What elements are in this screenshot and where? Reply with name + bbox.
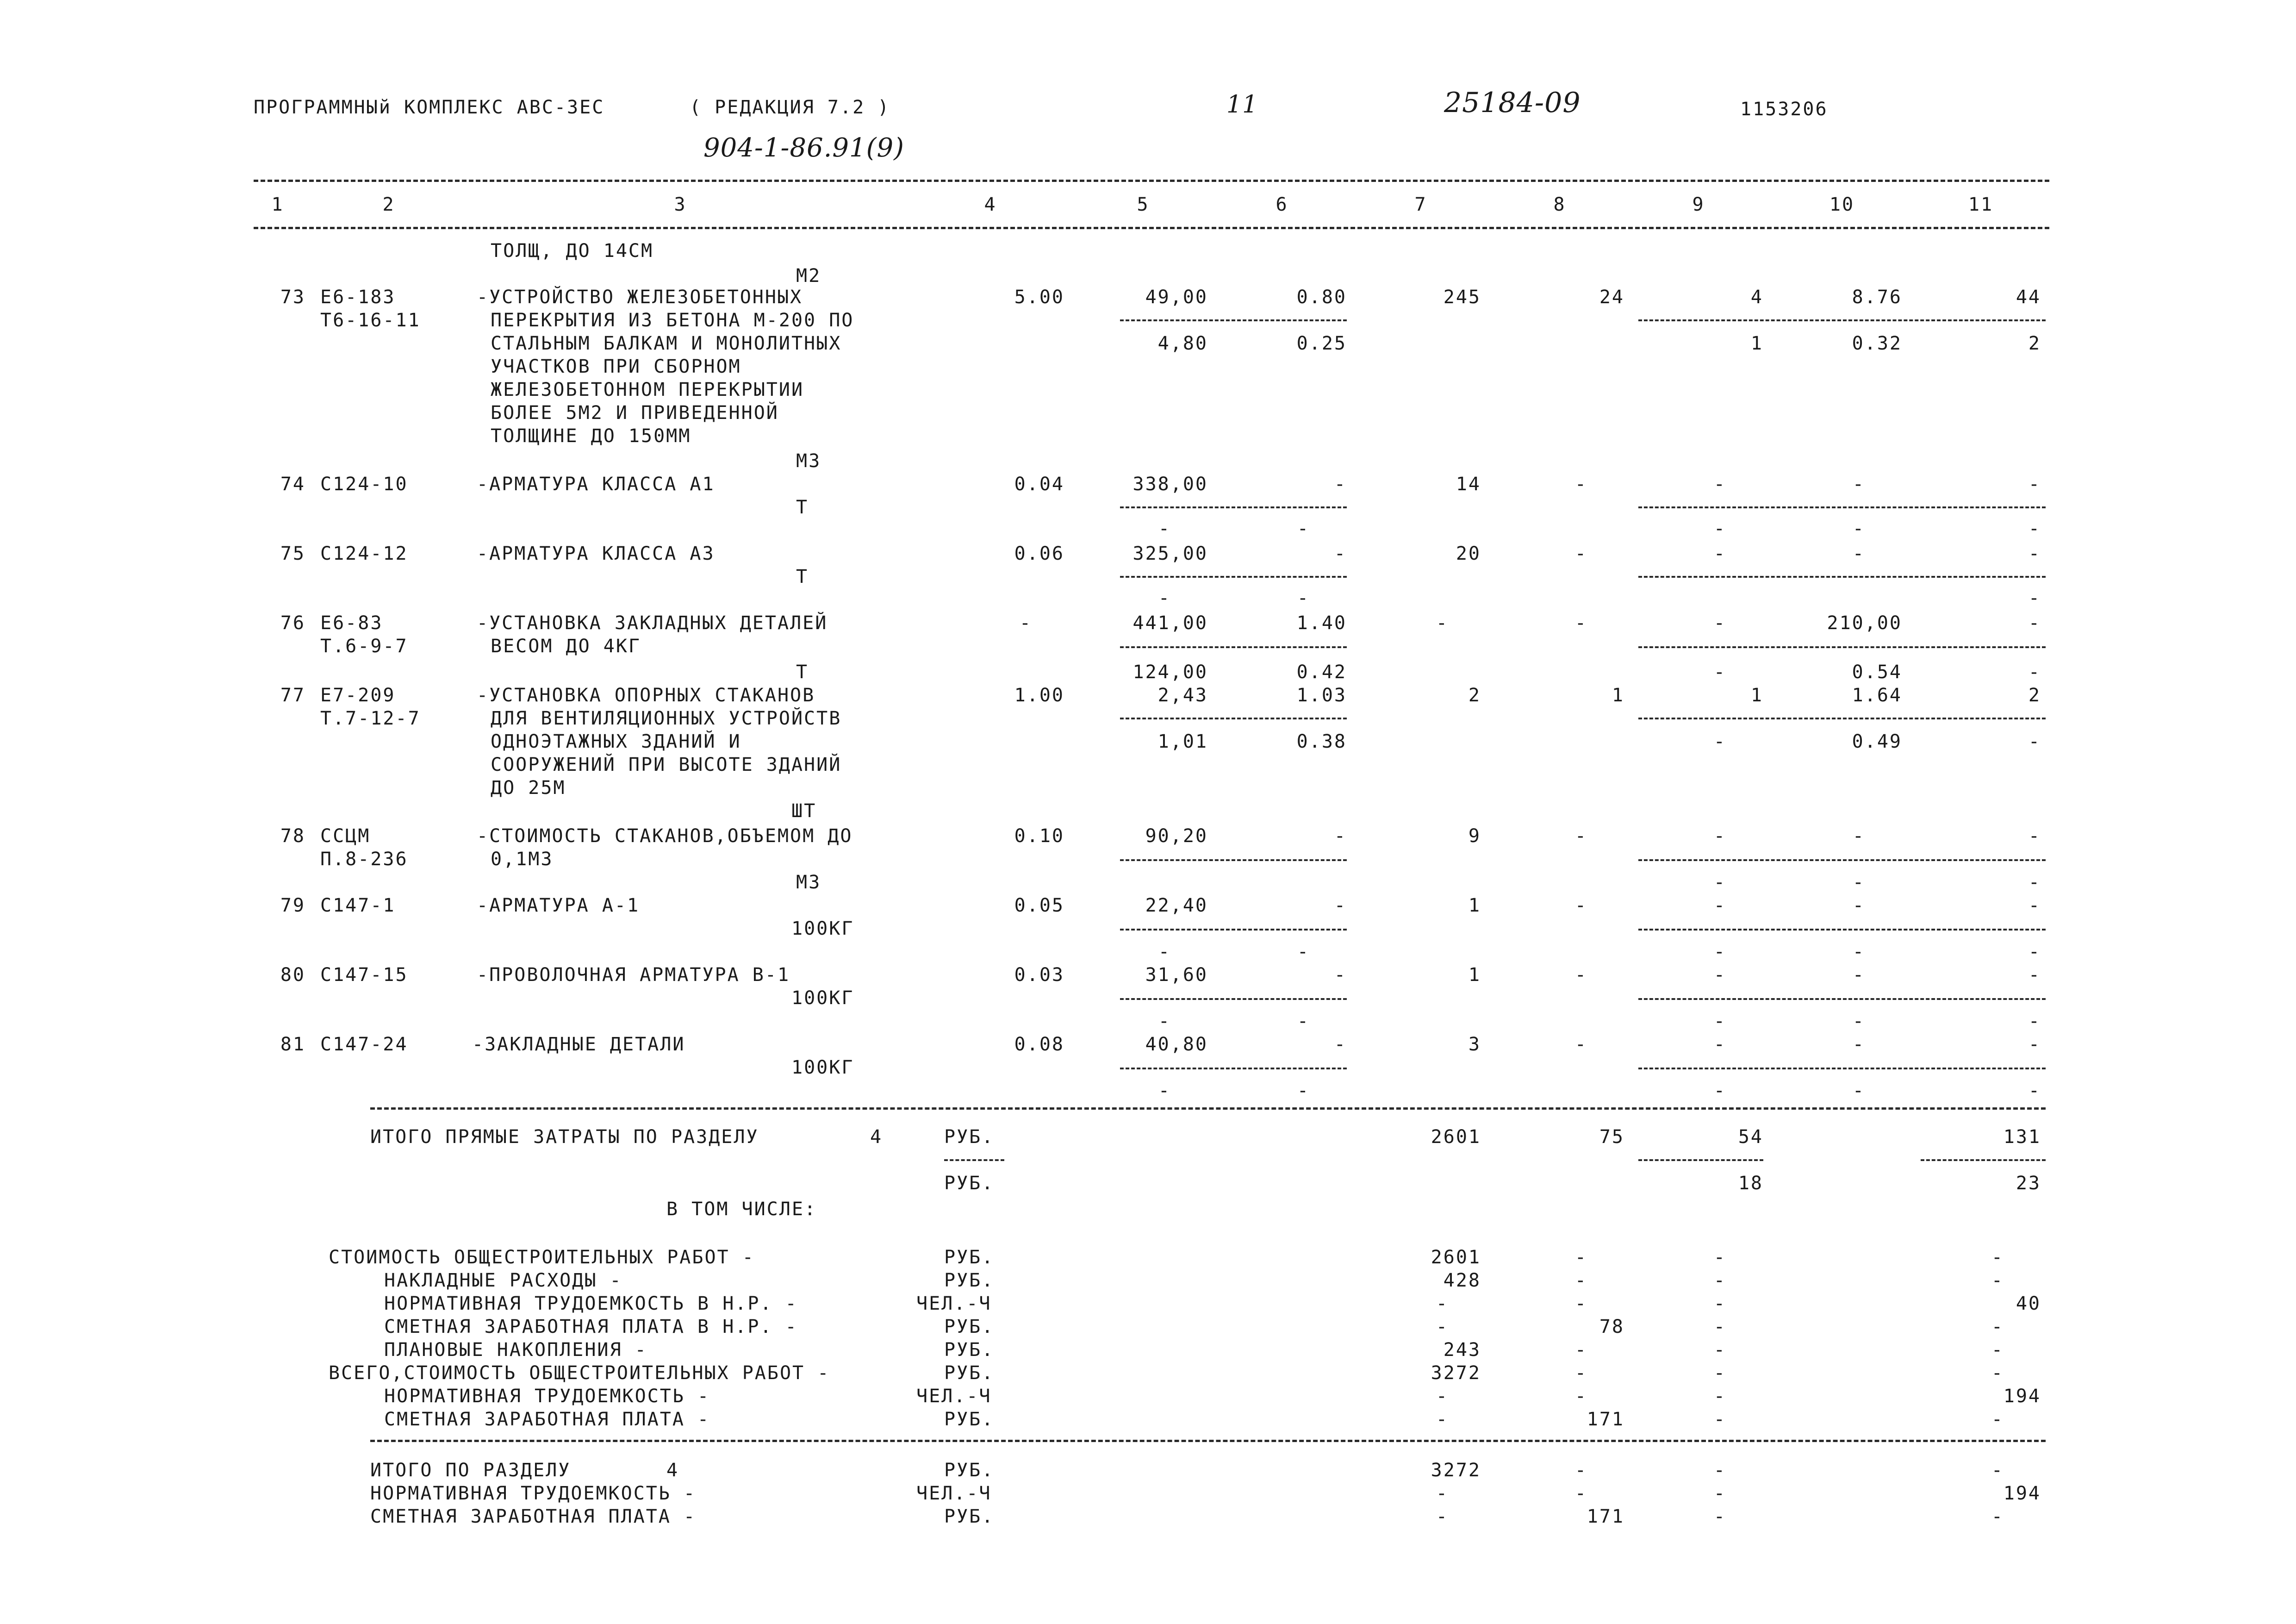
- breakdown-unit: РУБ.: [944, 1316, 995, 1337]
- unit-label: 100КГ: [791, 918, 854, 939]
- row-divider: [1638, 506, 2046, 508]
- work-description: СООРУЖЕНИЙ ПРИ ВЫСОТЕ ЗДАНИЙ: [491, 754, 842, 775]
- work-description: -УСТРОЙСТВО ЖЕЛЕЗОБЕТОННЫХ: [477, 287, 803, 308]
- labor-per-unit-machine: -: [1852, 941, 1865, 962]
- col-head: 1: [271, 194, 284, 215]
- breakdown-machine: -: [1713, 1339, 1726, 1361]
- rate-code: Т6-16-11: [320, 310, 421, 331]
- work-description: -АРМАТУРА КЛАССА А3: [477, 543, 715, 564]
- work-description: ВЕСОМ ДО 4КГ: [491, 636, 641, 657]
- row-divider: [1120, 718, 1347, 719]
- labor-per-unit-machine: 0.49: [1852, 731, 1902, 752]
- edition-label: ( РЕДАКЦИЯ 7.2 ): [690, 97, 890, 118]
- breakdown-wage: -: [1574, 1293, 1587, 1314]
- machine-cost: -: [1713, 964, 1726, 986]
- breakdown-labor: -: [1991, 1339, 2004, 1361]
- section-total-unit: ЧЕЛ.-Ч: [916, 1483, 992, 1504]
- col-head: 2: [382, 194, 395, 215]
- row-number: 74: [280, 474, 305, 495]
- rate-code: С124-10: [320, 474, 408, 495]
- col-head: 4: [984, 194, 997, 215]
- unit-label: Т: [796, 662, 809, 683]
- row-divider: [1638, 1068, 2046, 1069]
- unit-wage-machine: -: [1297, 518, 1310, 539]
- work-description: ЖЕЛЕЗОБЕТОННОМ ПЕРЕКРЫТИИ: [491, 379, 804, 400]
- unit-cost: 325,00: [1132, 543, 1208, 564]
- machine-wage: -: [1713, 518, 1726, 539]
- unit-wage: -: [1334, 895, 1347, 916]
- machine-cost: 4: [1750, 287, 1763, 308]
- section-total-cost: -: [1436, 1483, 1449, 1504]
- total-cost: 2: [1468, 685, 1481, 706]
- machine-cost: 1: [1750, 685, 1763, 706]
- row-divider: [1638, 576, 2046, 578]
- machine-cost: -: [1713, 474, 1726, 495]
- section-total-wage: 171: [1587, 1506, 1624, 1527]
- unit-cost: 49,00: [1145, 287, 1208, 308]
- unit-label: М3: [796, 872, 821, 893]
- work-description: УЧАСТКОВ ПРИ СБОРНОМ: [491, 356, 741, 377]
- breakdown-wage: -: [1574, 1247, 1587, 1268]
- row-divider: [1120, 929, 1347, 931]
- quantity: 5.00: [1014, 287, 1064, 308]
- section-total-label: ИТОГО ПО РАЗДЕЛУ: [370, 1460, 571, 1481]
- total-cost: -: [1436, 612, 1449, 634]
- unit-cost-machine: -: [1158, 941, 1171, 962]
- row-divider: [1638, 646, 2046, 648]
- unit-cost-machine: -: [1158, 1011, 1171, 1032]
- unit-wage: 1.03: [1296, 685, 1347, 706]
- col-head: 10: [1829, 194, 1855, 215]
- section-total-machine: -: [1713, 1506, 1726, 1527]
- machine-wage: -: [1713, 872, 1726, 893]
- row-divider: [1638, 998, 2046, 1000]
- unit-label: ШТ: [791, 800, 817, 822]
- unit-label: 100КГ: [791, 987, 854, 1009]
- unit-wage: -: [1334, 1034, 1347, 1055]
- labor-total: 2: [2028, 685, 2041, 706]
- row-divider: [1120, 998, 1347, 1000]
- unit-cost-machine: 4,80: [1157, 333, 1208, 354]
- row-divider: [1638, 859, 2046, 861]
- col-head: 3: [674, 194, 687, 215]
- machine-cost: -: [1713, 825, 1726, 847]
- breakdown-machine: -: [1713, 1270, 1726, 1291]
- breakdown-machine: -: [1713, 1247, 1726, 1268]
- row-divider: [1120, 319, 1347, 321]
- rate-code: Е6-83: [320, 612, 383, 634]
- row-divider: [1921, 1159, 2046, 1161]
- machine-wage: -: [1713, 731, 1726, 752]
- section-total-machine: -: [1713, 1460, 1726, 1481]
- unit-wage: 1.40: [1296, 612, 1347, 634]
- labor-per-unit: -: [1852, 825, 1865, 847]
- unit-label: М3: [796, 450, 821, 472]
- col-head: 8: [1553, 194, 1566, 215]
- labor-total: 44: [2016, 287, 2041, 308]
- quantity: 0.10: [1014, 825, 1064, 847]
- total-wage: -: [1574, 474, 1587, 495]
- work-description: -УСТАНОВКА ЗАКЛАДНЫХ ДЕТАЛЕЙ: [477, 612, 828, 634]
- work-description: БОЛЕЕ 5М2 И ПРИВЕДЕННОЙ: [491, 402, 779, 424]
- machine-wage: -: [1713, 941, 1726, 962]
- labor-total-machine: -: [2028, 941, 2041, 962]
- rate-code: П.8-236: [320, 849, 408, 870]
- total-cost: 1: [1468, 964, 1481, 986]
- total-wage: -: [1574, 612, 1587, 634]
- breakdown-unit: РУБ.: [944, 1362, 995, 1384]
- breakdown-wage: 78: [1599, 1316, 1624, 1337]
- unit-cost: 31,60: [1145, 964, 1208, 986]
- unit-label: М2: [796, 265, 821, 287]
- labor-total: -: [2028, 1034, 2041, 1055]
- col-head: 11: [1968, 194, 1994, 215]
- rate-code: С147-1: [320, 895, 396, 916]
- unit-wage: -: [1334, 825, 1347, 847]
- machine-cost: -: [1713, 1034, 1726, 1055]
- labor-per-unit: 1.64: [1852, 685, 1902, 706]
- work-description: ПЕРЕКРЫТИЯ ИЗ БЕТОНА М-200 ПО: [491, 310, 854, 331]
- labor-total-machine: -: [2028, 662, 2041, 683]
- breakdown-label: НОРМАТИВНАЯ ТРУДОЕМКОСТЬ В Н.Р. -: [384, 1293, 798, 1314]
- labor-total-machine: -: [2028, 1011, 2041, 1032]
- section-number: 4: [870, 1126, 883, 1148]
- total-wage: -: [1574, 543, 1587, 564]
- breakdown-label: СМЕТНАЯ ЗАРАБОТНАЯ ПЛАТА В Н.Р. -: [384, 1316, 798, 1337]
- project-number: 904-1-86.91(9): [703, 133, 904, 163]
- row-number: 76: [280, 612, 305, 634]
- breakdown-cost: -: [1436, 1293, 1449, 1314]
- total-wage: 24: [1599, 287, 1624, 308]
- rate-code: ССЦМ: [320, 825, 371, 847]
- quantity: -: [1019, 612, 1032, 634]
- row-divider: [1638, 319, 2046, 321]
- labor-total-machine: 2: [2028, 333, 2041, 354]
- unit-wage: 0.80: [1296, 287, 1347, 308]
- breakdown-cost: 428: [1443, 1270, 1481, 1291]
- work-description: СТАЛЬНЫМ БАЛКАМ И МОНОЛИТНЫХ: [491, 333, 842, 354]
- labor-per-unit-machine: -: [1852, 1080, 1865, 1101]
- machine-cost: -: [1713, 895, 1726, 916]
- unit-wage: -: [1334, 543, 1347, 564]
- quantity: 0.03: [1014, 964, 1064, 986]
- labor-total-machine: -: [2028, 872, 2041, 893]
- unit-cost-machine: -: [1158, 587, 1171, 609]
- labor-total-machine: -: [2028, 587, 2041, 609]
- work-description: -ЗАКЛАДНЫЕ ДЕТАЛИ: [472, 1034, 685, 1055]
- quantity: 0.08: [1014, 1034, 1064, 1055]
- unit-cost: 40,80: [1145, 1034, 1208, 1055]
- section-total-unit: РУБ.: [944, 1460, 995, 1481]
- unit-label: Т: [796, 566, 809, 587]
- page-mark: 11: [1226, 91, 1258, 119]
- rate-code: Т.7-12-7: [320, 708, 421, 729]
- row-divider: [1638, 1159, 1763, 1161]
- quantity: 0.04: [1014, 474, 1064, 495]
- unit-cost: 441,00: [1132, 612, 1208, 634]
- labor-per-unit-machine: -: [1852, 1011, 1865, 1032]
- labor-per-unit: 210,00: [1827, 612, 1902, 634]
- section-total-wage: -: [1574, 1483, 1587, 1504]
- unit-cost-machine: 1,01: [1157, 731, 1208, 752]
- unit-cost: 22,40: [1145, 895, 1208, 916]
- labor-per-unit: -: [1852, 543, 1865, 564]
- unit-wage-machine: -: [1297, 1011, 1310, 1032]
- breakdown-label: НОРМАТИВНАЯ ТРУДОЕМКОСТЬ -: [384, 1386, 710, 1407]
- breakdown-wage: 171: [1587, 1409, 1624, 1430]
- unit-cost-machine: -: [1158, 518, 1171, 539]
- labor-total: -: [2028, 964, 2041, 986]
- unit-cost-machine: 124,00: [1132, 662, 1208, 683]
- row-number: 79: [280, 895, 305, 916]
- breakdown-wage: -: [1574, 1362, 1587, 1384]
- section-total-label: СМЕТНАЯ ЗАРАБОТНАЯ ПЛАТА -: [370, 1506, 697, 1527]
- labor-per-unit: -: [1852, 1034, 1865, 1055]
- breakdown-labor: 40: [2016, 1293, 2041, 1314]
- section-total-label: НОРМАТИВНАЯ ТРУДОЕМКОСТЬ -: [370, 1483, 697, 1504]
- total-cost: 3: [1468, 1034, 1481, 1055]
- section-total-cost: 3272: [1431, 1460, 1481, 1481]
- row-number: 75: [280, 543, 305, 564]
- unit-cost: 90,20: [1145, 825, 1208, 847]
- breakdown-cost: 3272: [1431, 1362, 1481, 1384]
- rate-code: Е6-183: [320, 287, 396, 308]
- breakdown-unit: ЧЕЛ.-Ч: [916, 1293, 992, 1314]
- work-description: ДО 25М: [491, 777, 566, 799]
- total-cost: 2601: [1431, 1126, 1481, 1148]
- total-wage: -: [1574, 1034, 1587, 1055]
- breakdown-machine: -: [1713, 1316, 1726, 1337]
- machine-wage: 18: [1738, 1173, 1763, 1194]
- program-name: ПРОГРАММНЫй КОМПЛЕКС АВС-ЗЕС: [254, 97, 605, 118]
- breakdown-cost: -: [1436, 1316, 1449, 1337]
- unit-cost: 2,43: [1157, 685, 1208, 706]
- labor-per-unit: -: [1852, 474, 1865, 495]
- machine-wage: -: [1713, 1011, 1726, 1032]
- labor-per-unit-machine: 0.32: [1852, 333, 1902, 354]
- labor-total: -: [2028, 543, 2041, 564]
- labor-per-unit: 8.76: [1852, 287, 1902, 308]
- breakdown-label: СМЕТНАЯ ЗАРАБОТНАЯ ПЛАТА -: [384, 1409, 710, 1430]
- unit-wage: -: [1334, 964, 1347, 986]
- work-description: ТОЛЩИНЕ ДО 150ММ: [491, 425, 691, 447]
- machine-wage: 1: [1750, 333, 1763, 354]
- work-description: -АРМАТУРА А-1: [477, 895, 640, 916]
- unit-wage-machine: -: [1297, 587, 1310, 609]
- quantity: 0.05: [1014, 895, 1064, 916]
- row-divider: [1120, 576, 1347, 578]
- breakdown-label: ВСЕГО,СТОИМОСТЬ ОБЩЕСТРОИТЕЛЬНЫХ РАБОТ -: [329, 1362, 830, 1384]
- unit-wage-machine: 0.38: [1296, 731, 1347, 752]
- labor-total: 131: [2003, 1126, 2041, 1148]
- work-description: ОДНОЭТАЖНЫХ ЗДАНИЙ И: [491, 731, 741, 752]
- breakdown-machine: -: [1713, 1293, 1726, 1314]
- quantity: 0.06: [1014, 543, 1064, 564]
- breakdown-unit: РУБ.: [944, 1247, 995, 1268]
- labor-total: -: [2028, 895, 2041, 916]
- quantity: 1.00: [1014, 685, 1064, 706]
- col-head: 6: [1276, 194, 1288, 215]
- breakdown-wage: -: [1574, 1386, 1587, 1407]
- doc-code: 1153206: [1740, 99, 1828, 120]
- section-total-labor: -: [1991, 1460, 2004, 1481]
- row-number: 73: [280, 287, 305, 308]
- breakdown-unit: ЧЕЛ.-Ч: [916, 1386, 992, 1407]
- unit-cost-machine: -: [1158, 1080, 1171, 1101]
- unit-wage: -: [1334, 474, 1347, 495]
- labor-per-unit-machine: 0.54: [1852, 662, 1902, 683]
- row-number: 80: [280, 964, 305, 986]
- labor-per-unit-machine: -: [1852, 872, 1865, 893]
- machine-cost: 54: [1738, 1126, 1763, 1148]
- work-description: ДЛЯ ВЕНТИЛЯЦИОННЫХ УСТРОЙСТВ: [491, 708, 842, 729]
- total-wage: 1: [1612, 685, 1624, 706]
- col-head: 7: [1414, 194, 1427, 215]
- continuation-line: ТОЛЩ, ДО 14СМ: [491, 240, 654, 262]
- breakdown-labor: 194: [2003, 1386, 2041, 1407]
- labor-per-unit: -: [1852, 895, 1865, 916]
- unit-wage-machine: 0.42: [1296, 662, 1347, 683]
- row-divider: [944, 1159, 1004, 1161]
- rate-code: С147-15: [320, 964, 408, 986]
- breakdown-wage: -: [1574, 1270, 1587, 1291]
- row-divider: [1120, 646, 1347, 648]
- header-rule-bottom: [254, 227, 2049, 229]
- breakdown-label: НАКЛАДНЫЕ РАСХОДЫ -: [384, 1270, 622, 1291]
- total-wage: -: [1574, 964, 1587, 986]
- breakdown-unit: РУБ.: [944, 1339, 995, 1361]
- labor-per-unit: -: [1852, 964, 1865, 986]
- section-number: 4: [666, 1460, 679, 1481]
- direct-costs-label: ИТОГО ПРЯМЫЕ ЗАТРАТЫ ПО РАЗДЕЛУ: [370, 1126, 759, 1148]
- total-cost: 1: [1468, 895, 1481, 916]
- breakdown-labor: -: [1991, 1409, 2004, 1430]
- including-label: В ТОМ ЧИСЛЕ:: [666, 1199, 817, 1220]
- labor-total: -: [2028, 474, 2041, 495]
- currency-unit: РУБ.: [944, 1126, 995, 1148]
- rate-code: Е7-209: [320, 685, 396, 706]
- labor-total-machine: 23: [2016, 1173, 2041, 1194]
- rate-code: С147-24: [320, 1034, 408, 1055]
- total-cost: 20: [1456, 543, 1481, 564]
- breakdown-unit: РУБ.: [944, 1270, 995, 1291]
- col-head: 9: [1692, 194, 1705, 215]
- breakdown-cost: -: [1436, 1386, 1449, 1407]
- section-total-unit: РУБ.: [944, 1506, 995, 1527]
- breakdown-labor: -: [1991, 1316, 2004, 1337]
- breakdown-cost: 2601: [1431, 1247, 1481, 1268]
- work-description: -СТОИМОСТЬ СТАКАНОВ,ОБЪЕМОМ ДО: [477, 825, 853, 847]
- unit-cost: 338,00: [1132, 474, 1208, 495]
- machine-wage: -: [1713, 662, 1726, 683]
- work-description: -АРМАТУРА КЛАССА А1: [477, 474, 715, 495]
- currency-unit: РУБ.: [944, 1173, 995, 1194]
- breakdown-machine: -: [1713, 1362, 1726, 1384]
- section-total-labor: -: [1991, 1506, 2004, 1527]
- section-total-machine: -: [1713, 1483, 1726, 1504]
- breakdown-labor: -: [1991, 1362, 2004, 1384]
- section-rule: [370, 1440, 2046, 1442]
- labor-per-unit-machine: -: [1852, 518, 1865, 539]
- unit-wage-machine: -: [1297, 941, 1310, 962]
- section-total-wage: -: [1574, 1460, 1587, 1481]
- labor-total: -: [2028, 612, 2041, 634]
- section-total-labor: 194: [2003, 1483, 2041, 1504]
- unit-label: Т: [796, 497, 809, 518]
- work-description: -УСТАНОВКА ОПОРНЫХ СТАКАНОВ: [477, 685, 815, 706]
- breakdown-wage: -: [1574, 1339, 1587, 1361]
- rate-code: С124-12: [320, 543, 408, 564]
- unit-label: 100КГ: [791, 1057, 854, 1078]
- labor-total-machine: -: [2028, 518, 2041, 539]
- total-wage: -: [1574, 895, 1587, 916]
- header-rule-top: [254, 180, 2049, 182]
- unit-wage-machine: -: [1297, 1080, 1310, 1101]
- breakdown-labor: -: [1991, 1247, 2004, 1268]
- breakdown-label: СТОИМОСТЬ ОБЩЕСТРОИТЕЛЬНЫХ РАБОТ -: [329, 1247, 755, 1268]
- breakdown-machine: -: [1713, 1409, 1726, 1430]
- labor-total-machine: -: [2028, 731, 2041, 752]
- total-cost: 245: [1443, 287, 1481, 308]
- machine-wage: -: [1713, 1080, 1726, 1101]
- breakdown-machine: -: [1713, 1386, 1726, 1407]
- row-divider: [1120, 506, 1347, 508]
- breakdown-cost: 243: [1443, 1339, 1481, 1361]
- row-divider: [1120, 1068, 1347, 1069]
- row-divider: [1638, 718, 2046, 719]
- row-number: 81: [280, 1034, 305, 1055]
- row-number: 78: [280, 825, 305, 847]
- work-description: -ПРОВОЛОЧНАЯ АРМАТУРА В-1: [477, 964, 790, 986]
- machine-cost: -: [1713, 543, 1726, 564]
- breakdown-unit: РУБ.: [944, 1409, 995, 1430]
- col-head: 5: [1137, 194, 1150, 215]
- row-divider: [1120, 859, 1347, 861]
- row-divider: [1638, 929, 2046, 931]
- row-number: 77: [280, 685, 305, 706]
- total-cost: 14: [1456, 474, 1481, 495]
- section-total-cost: -: [1436, 1506, 1449, 1527]
- total-wage: -: [1574, 825, 1587, 847]
- labor-total-machine: -: [2028, 1080, 2041, 1101]
- breakdown-labor: -: [1991, 1270, 2004, 1291]
- total-wage: 75: [1599, 1126, 1624, 1148]
- total-cost: 9: [1468, 825, 1481, 847]
- breakdown-cost: -: [1436, 1409, 1449, 1430]
- section-rule: [370, 1107, 2046, 1110]
- doc-number: 25184-09: [1444, 87, 1581, 119]
- machine-cost: -: [1713, 612, 1726, 634]
- work-description: 0,1М3: [491, 849, 554, 870]
- labor-total: -: [2028, 825, 2041, 847]
- breakdown-label: ПЛАНОВЫЕ НАКОПЛЕНИЯ -: [384, 1339, 647, 1361]
- unit-wage-machine: 0.25: [1296, 333, 1347, 354]
- rate-code: Т.6-9-7: [320, 636, 408, 657]
